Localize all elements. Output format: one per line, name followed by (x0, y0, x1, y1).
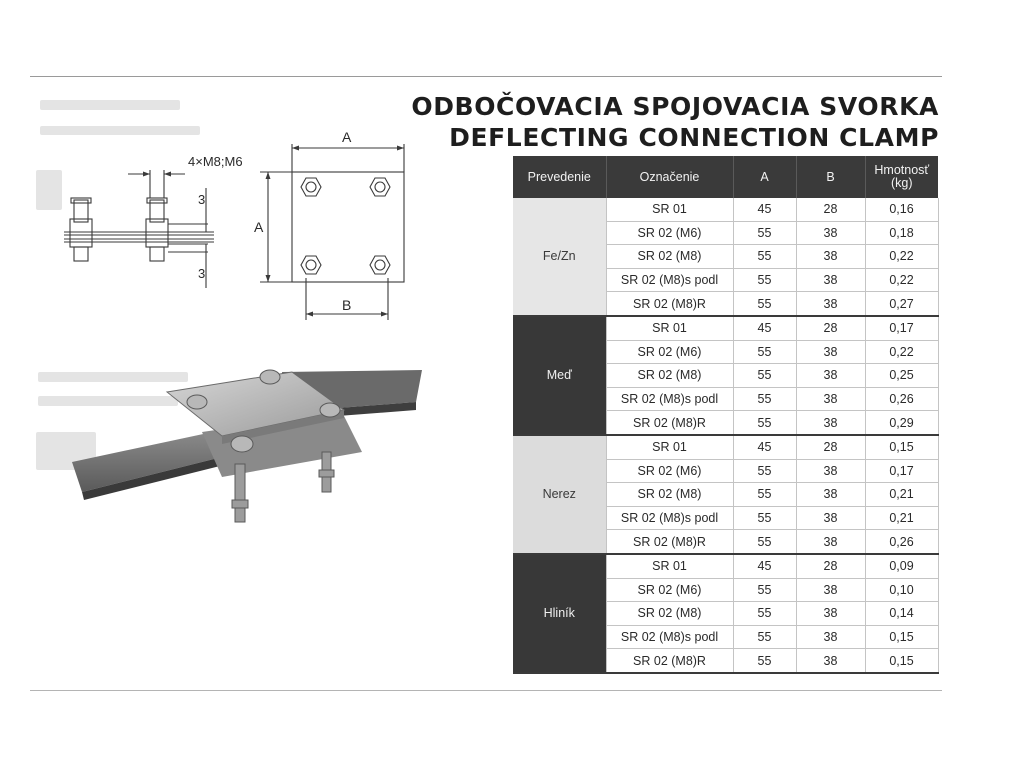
cell-b: 38 (796, 578, 865, 602)
cell-b: 28 (796, 554, 865, 578)
cell-weight: 0,09 (865, 554, 938, 578)
table-row (513, 435, 938, 459)
cell-a: 55 (733, 602, 796, 626)
top-rule (30, 76, 942, 77)
cell-weight: 0,15 (865, 625, 938, 649)
title-slovak: ODBOČOVACIA SPOJOVACIA SVORKA (411, 92, 939, 121)
bolt-spec-label: 4×M8;M6 (188, 154, 243, 169)
cell-b: 38 (796, 387, 865, 411)
table-row (513, 198, 938, 221)
cell-weight: 0,22 (865, 340, 938, 364)
cell-weight: 0,18 (865, 221, 938, 245)
technical-drawing (40, 128, 420, 328)
cell-a: 55 (733, 506, 796, 530)
cell-a: 55 (733, 221, 796, 245)
cell-code: SR 02 (M6) (606, 221, 733, 245)
cell-code: SR 02 (M8) (606, 364, 733, 388)
cell-a: 45 (733, 316, 796, 340)
dim-a-side-label: A (254, 219, 264, 235)
bottom-rule (30, 690, 942, 691)
cell-a: 55 (733, 268, 796, 292)
header-a: A (733, 156, 796, 198)
nut-icon (301, 178, 321, 196)
cell-b: 38 (796, 340, 865, 364)
cell-weight: 0,10 (865, 578, 938, 602)
group-label-hlinik: Hliník (513, 554, 606, 673)
cell-code: SR 02 (M8)R (606, 292, 733, 316)
cell-b: 38 (796, 245, 865, 269)
cell-b: 38 (796, 364, 865, 388)
cell-code: SR 01 (606, 198, 733, 221)
cell-code: SR 02 (M8) (606, 483, 733, 507)
cell-code: SR 02 (M6) (606, 578, 733, 602)
cell-code: SR 02 (M8)R (606, 411, 733, 435)
table-row (513, 316, 938, 340)
header-b: B (796, 156, 865, 198)
bleed-through-mark (40, 100, 180, 110)
cell-a: 45 (733, 198, 796, 221)
nut-icon (301, 256, 321, 274)
cell-b: 38 (796, 268, 865, 292)
group-label-med: Meď (513, 316, 606, 435)
cell-weight: 0,26 (865, 387, 938, 411)
cell-b: 28 (796, 435, 865, 459)
cell-weight: 0,14 (865, 602, 938, 626)
clamp-product-photo (72, 352, 432, 532)
header-weight (865, 156, 938, 198)
cell-a: 55 (733, 530, 796, 554)
group-label-fe-zn: Fe/Zn (513, 198, 606, 316)
nut-icon (370, 178, 390, 196)
cell-b: 38 (796, 506, 865, 530)
cell-code: SR 01 (606, 554, 733, 578)
cell-a: 55 (733, 578, 796, 602)
cell-b: 38 (796, 459, 865, 483)
cell-code: SR 02 (M8)R (606, 649, 733, 673)
cell-weight: 0,17 (865, 459, 938, 483)
cell-code: SR 02 (M8)s podl (606, 625, 733, 649)
dim-a-top-label: A (342, 129, 352, 145)
cell-code: SR 01 (606, 435, 733, 459)
header-weight-line2: (kg) (890, 176, 913, 190)
cell-b: 38 (796, 602, 865, 626)
group-label-nerez: Nerez (513, 435, 606, 554)
cell-code: SR 02 (M8)s podl (606, 387, 733, 411)
cell-a: 55 (733, 364, 796, 388)
cell-a: 55 (733, 625, 796, 649)
cell-weight: 0,17 (865, 316, 938, 340)
cell-weight: 0,25 (865, 364, 938, 388)
cell-b: 38 (796, 530, 865, 554)
cell-weight: 0,21 (865, 506, 938, 530)
dim-3-top-label: 3 (198, 192, 206, 207)
cell-code: SR 02 (M8)R (606, 530, 733, 554)
cell-weight: 0,27 (865, 292, 938, 316)
cell-b: 38 (796, 649, 865, 673)
header-variant: Prevedenie (513, 156, 606, 198)
cell-code: SR 02 (M6) (606, 459, 733, 483)
header-weight-line1: Hmotnosť (874, 163, 930, 177)
cell-b: 38 (796, 483, 865, 507)
cell-a: 55 (733, 292, 796, 316)
cell-code: SR 02 (M8)s podl (606, 268, 733, 292)
title-english: DEFLECTING CONNECTION CLAMP (449, 123, 939, 152)
cell-a: 55 (733, 340, 796, 364)
cell-code: SR 02 (M8) (606, 602, 733, 626)
cell-a: 55 (733, 483, 796, 507)
cell-weight: 0,15 (865, 435, 938, 459)
cell-b: 38 (796, 221, 865, 245)
cell-weight: 0,26 (865, 530, 938, 554)
cell-a: 45 (733, 554, 796, 578)
dim-b-label: B (342, 297, 352, 313)
cell-b: 38 (796, 292, 865, 316)
cell-a: 55 (733, 459, 796, 483)
cell-b: 28 (796, 316, 865, 340)
header-designation: Označenie (606, 156, 733, 198)
cell-a: 55 (733, 387, 796, 411)
cell-code: SR 02 (M8) (606, 245, 733, 269)
table-header-row (513, 156, 938, 198)
cell-weight: 0,15 (865, 649, 938, 673)
cell-code: SR 02 (M8)s podl (606, 506, 733, 530)
cell-weight: 0,16 (865, 198, 938, 221)
cell-code: SR 01 (606, 316, 733, 340)
cell-b: 28 (796, 198, 865, 221)
cell-a: 55 (733, 411, 796, 435)
cell-weight: 0,22 (865, 245, 938, 269)
cell-code: SR 02 (M6) (606, 340, 733, 364)
cell-b: 38 (796, 625, 865, 649)
cell-weight: 0,21 (865, 483, 938, 507)
cell-b: 38 (796, 411, 865, 435)
cell-weight: 0,29 (865, 411, 938, 435)
cell-a: 55 (733, 245, 796, 269)
dim-3-bottom-label: 3 (198, 266, 206, 281)
table-row (513, 554, 938, 578)
cell-a: 55 (733, 649, 796, 673)
spec-table (513, 156, 939, 674)
nut-icon (370, 256, 390, 274)
cell-a: 45 (733, 435, 796, 459)
cell-weight: 0,22 (865, 268, 938, 292)
